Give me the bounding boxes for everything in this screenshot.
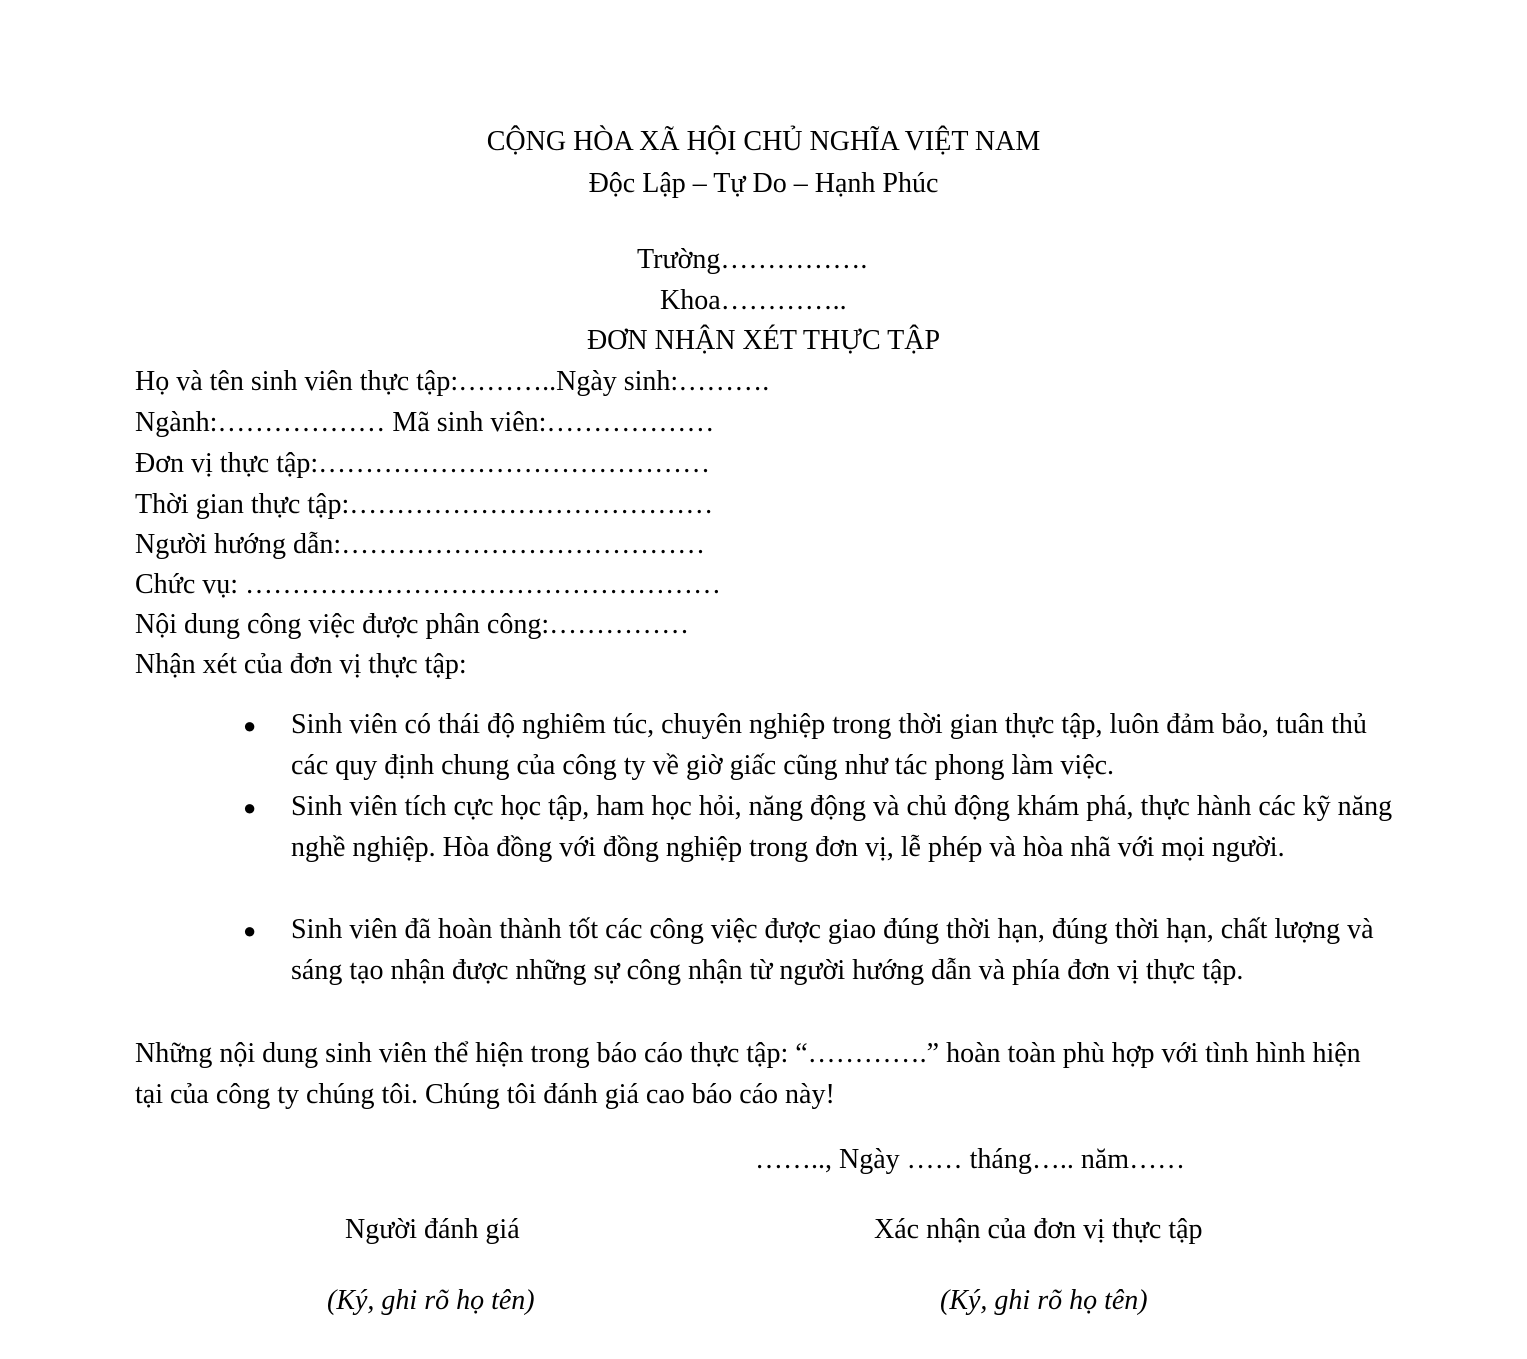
- unit-signature-note: (Ký, ghi rõ họ tên): [940, 1285, 1148, 1316]
- comment-item: Sinh viên tích cực học tập, ham học hỏi, năng động và chủ động khám phá, thực hành các kỹ năng nghề nghiệp. Hòa đồng với đồng nghiệp trong đơn vị, lễ phép và hòa nhã với mọi người.: [291, 791, 1393, 863]
- nation-heading: CỘNG HÒA XÃ HỘI CHỦ NGHĨA VIỆT NAM: [486, 126, 1041, 157]
- evaluator-title: Người đánh giá: [345, 1214, 520, 1245]
- motto-heading: Độc Lập – Tự Do – Hạnh Phúc: [588, 168, 939, 199]
- field-assigned-work: Nội dung công việc được phân công:……………: [135, 609, 690, 640]
- unit-confirmation-title: Xác nhận của đơn vị thực tập: [874, 1214, 1203, 1245]
- field-student-name: Họ và tên sinh viên thực tập:………..Ngày sinh:……….: [135, 366, 770, 397]
- field-internship-unit: Đơn vị thực tập:……………………………………: [135, 448, 711, 479]
- field-unit-comments-label: Nhận xét của đơn vị thực tập:: [135, 649, 467, 680]
- field-major: Ngành:……………… Mã sinh viên:………………: [135, 407, 715, 438]
- bullet-icon: ●: [243, 795, 257, 820]
- field-position: Chức vụ: ……………………………………………: [135, 569, 722, 600]
- bullet-icon: ●: [243, 918, 257, 943]
- conclusion-paragraph: Những nội dung sinh viên thể hiện trong báo cáo thực tập: “………….” hoàn toàn phù hợp với tình hình hiện tại của công ty chúng tôi. Chúng tôi đánh giá cao báo cáo này!: [135, 1038, 1361, 1110]
- evaluator-signature-note: (Ký, ghi rõ họ tên): [327, 1285, 535, 1316]
- bullet-icon: ●: [243, 713, 257, 738]
- comment-item: Sinh viên đã hoàn thành tốt các công việc được giao đúng thời hạn, đúng thời hạn, chất lượng và sáng tạo nhận được những sự công nhận từ người hướng dẫn và phía đơn vị thực tập.: [291, 914, 1374, 986]
- comment-item: Sinh viên có thái độ nghiêm túc, chuyên nghiệp trong thời gian thực tập, luôn đảm bảo, tuân thủ các quy định chung của công ty về giờ giấc cũng như tác phong làm việc.: [291, 709, 1367, 781]
- date-line: …….., Ngày …… tháng….. năm……: [755, 1144, 1186, 1175]
- faculty-line: Khoa…………..: [660, 285, 847, 316]
- document-title: ĐƠN NHẬN XÉT THỰC TẬP: [586, 325, 941, 356]
- field-internship-time: Thời gian thực tập:…………………………………: [135, 489, 714, 520]
- school-line: Trường…………….: [637, 244, 868, 275]
- field-supervisor: Người hướng dẫn:…………………………………: [135, 529, 706, 560]
